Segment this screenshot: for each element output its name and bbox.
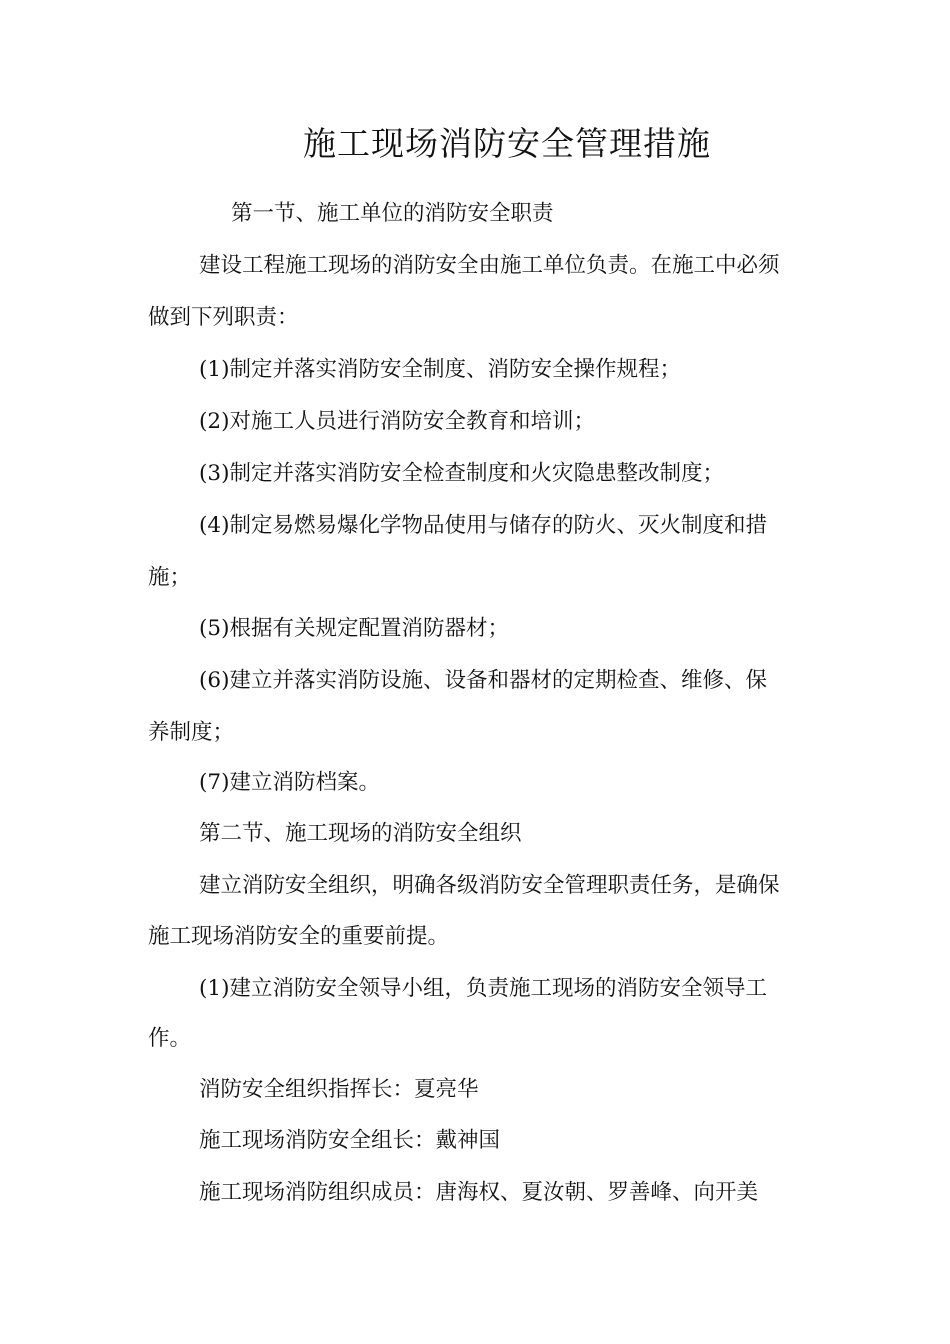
list-item-5: (5)根据有关规定配置消防器材； <box>199 616 509 641</box>
paragraph-line: 施工现场消防安全的重要前提。 <box>148 924 450 949</box>
paragraph-line: 建立消防安全组织，明确各级消防安全管理职责任务，是确保 <box>199 873 780 898</box>
team-members-line: 施工现场消防组织成员：唐海权、夏汝朝、罗善峰、向开美 <box>199 1180 759 1205</box>
team-leader-line: 施工现场消防安全组长：戴神国 <box>199 1128 501 1153</box>
list-item-1: (1)制定并落实消防安全制度、消防安全操作规程； <box>199 357 681 382</box>
list-item-6-continued: 养制度； <box>148 720 235 745</box>
list-item-6: (6)建立并落实消防设施、设备和器材的定期检查、维修、保 <box>199 668 767 693</box>
section-heading-1: 第一节、施工单位的消防安全职责 <box>231 201 554 226</box>
paragraph-line: 建设工程施工现场的消防安全由施工单位负责。在施工中必须 <box>199 253 780 278</box>
list-item-3: (3)制定并落实消防安全检查制度和火灾隐患整改制度； <box>199 461 724 486</box>
list-item-7: (7)建立消防档案。 <box>199 770 380 795</box>
list-item-4-continued: 施； <box>148 565 192 590</box>
list-item-org-1: (1)建立消防安全领导小组，负责施工现场的消防安全领导工 <box>199 976 767 1001</box>
list-item-2: (2)对施工人员进行消防安全教育和培训； <box>199 409 595 434</box>
section-heading-2: 第二节、施工现场的消防安全组织 <box>199 821 522 846</box>
list-item-org-1-continued: 作。 <box>148 1026 192 1051</box>
commander-line: 消防安全组织指挥长：夏亮华 <box>199 1077 479 1102</box>
list-item-4: (4)制定易燃易爆化学物品使用与储存的防火、灭火制度和措 <box>199 513 767 538</box>
document-title: 施工现场消防安全管理措施 <box>303 124 711 163</box>
paragraph-line: 做到下列职责： <box>148 305 299 330</box>
